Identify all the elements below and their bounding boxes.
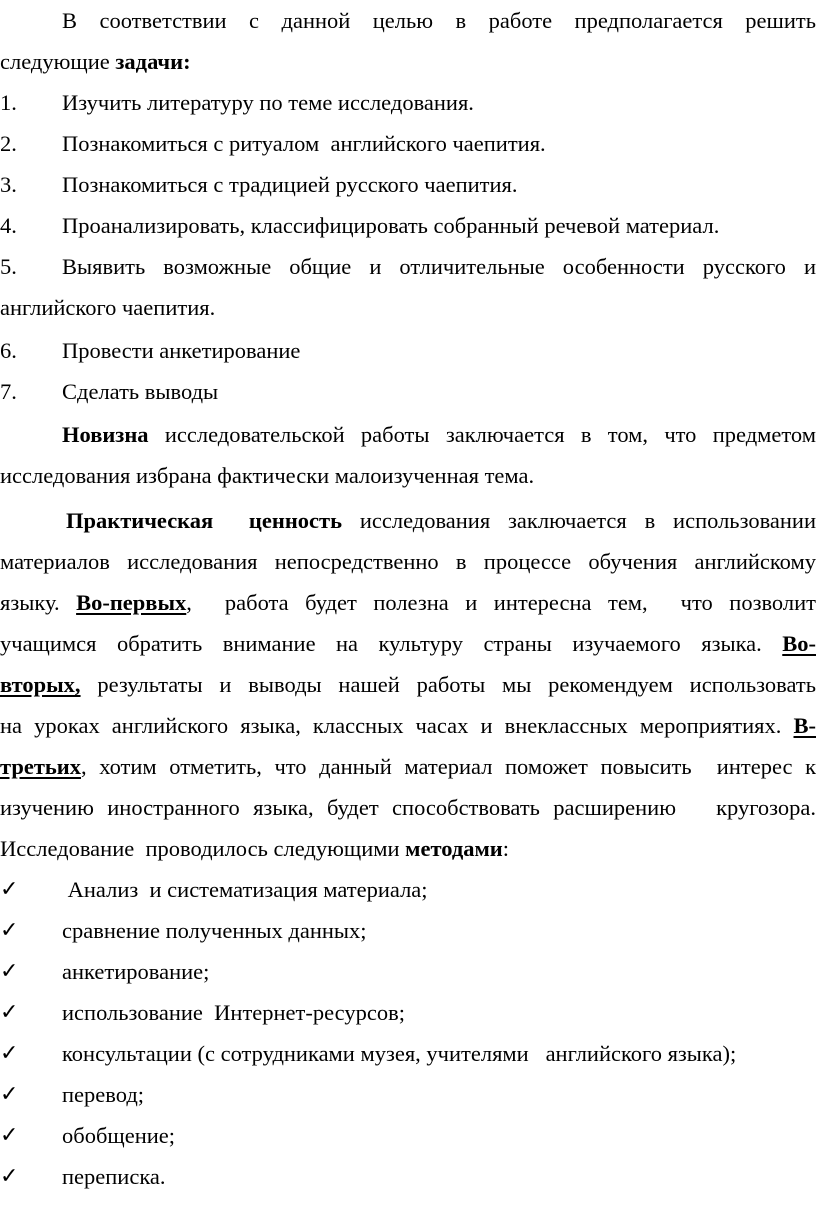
practical-text: результаты и выводы нашей работы мы рекомендуем использовать xyxy=(80,672,816,697)
task-number: 2. xyxy=(0,131,17,156)
novelty-text: исследовательской работы заключается в том, что предметом xyxy=(148,422,816,447)
intro-line-2 xyxy=(0,41,816,82)
practical-line-6 xyxy=(0,705,816,746)
practical-text: языку. xyxy=(0,590,77,615)
method-item xyxy=(0,1033,816,1074)
task-text: Выявить возможные общие и отличительные особенности русского и xyxy=(62,254,816,279)
first-point-label: Во-первых xyxy=(76,590,187,615)
task-text: Проанализировать, классифицировать собранный речевой материал. xyxy=(62,213,720,238)
checkmark-icon: ✓ xyxy=(0,918,19,943)
method-item xyxy=(0,869,816,910)
third-point-label-start: В- xyxy=(793,713,816,738)
method-item xyxy=(0,1115,816,1156)
task-text-continued: английского чаепития. xyxy=(0,295,216,320)
practical-heading: Практическая ценность xyxy=(66,508,342,533)
intro-text-prefix: следующие xyxy=(0,49,116,74)
practical-text: , хотим отметить, что данный материал поможет повысить интерес к xyxy=(81,754,816,779)
practical-line-4 xyxy=(0,623,816,664)
methods-heading: методами xyxy=(405,836,503,861)
checkmark-icon: ✓ xyxy=(0,959,19,984)
task-text: Познакомиться с традицией русского чаепития. xyxy=(62,172,518,197)
methods-intro xyxy=(0,828,816,869)
second-point-label-end: вторых, xyxy=(0,672,81,697)
method-text: переписка. xyxy=(62,1164,166,1189)
task-item-continuation xyxy=(0,287,816,328)
checkmark-icon: ✓ xyxy=(0,1164,19,1189)
novelty-text: исследования избрана фактически малоизученная тема. xyxy=(0,463,535,488)
checkmark-icon: ✓ xyxy=(0,877,19,902)
practical-line-2 xyxy=(0,541,816,582)
methods-intro-colon: : xyxy=(502,836,510,861)
novelty-heading: Новизна xyxy=(62,422,149,447)
intro-text: В соответствии с данной целью в работе предполагается решить xyxy=(62,8,816,33)
tasks-heading: задачи: xyxy=(115,49,191,74)
task-text: Изучить литературу по теме исследования. xyxy=(62,90,474,115)
method-text: анкетирование; xyxy=(62,959,210,984)
third-point-label-end: третьих xyxy=(0,754,81,779)
practical-line-1 xyxy=(0,500,816,541)
checkmark-icon: ✓ xyxy=(0,1082,19,1107)
method-text: обобщение; xyxy=(62,1123,176,1148)
task-number: 3. xyxy=(0,172,17,197)
practical-text: на уроках английского языка, классных часах и внеклассных мероприятиях. xyxy=(0,713,794,738)
task-text: Сделать выводы xyxy=(62,379,219,404)
method-item xyxy=(0,951,816,992)
method-item xyxy=(0,1156,816,1197)
second-point-label-start: Во- xyxy=(782,631,816,656)
method-item xyxy=(0,1074,816,1115)
practical-text: исследования заключается в использовании xyxy=(341,508,816,533)
task-number: 1. xyxy=(0,90,17,115)
practical-text: , работа будет полезна и интересна тем, что позволит xyxy=(186,590,816,615)
method-text: использование Интернет-ресурсов; xyxy=(62,1000,405,1025)
practical-line-8 xyxy=(0,787,816,828)
task-item xyxy=(0,330,816,371)
checkmark-icon: ✓ xyxy=(0,1123,19,1148)
novelty-line-2 xyxy=(0,455,816,496)
novelty-line-1 xyxy=(0,414,816,455)
task-text: Познакомиться с ритуалом английского чаепития. xyxy=(62,131,546,156)
task-item xyxy=(0,123,816,164)
checkmark-icon: ✓ xyxy=(0,1041,19,1066)
task-item xyxy=(0,82,816,123)
practical-text: учащимся обратить внимание на культуру страны изучаемого языка. xyxy=(0,631,783,656)
method-item xyxy=(0,992,816,1033)
task-item xyxy=(0,371,816,412)
method-text: консультации (с сотрудниками музея, учителями английского языка); xyxy=(62,1041,737,1066)
intro-line-1 xyxy=(0,0,816,41)
method-text: перевод; xyxy=(62,1082,145,1107)
practical-line-7 xyxy=(0,746,816,787)
task-text: Провести анкетирование xyxy=(62,338,301,363)
methods-intro-text: Исследование проводилось следующими xyxy=(0,836,406,861)
method-text: сравнение полученных данных; xyxy=(62,918,367,943)
task-number: 6. xyxy=(0,338,17,363)
task-item xyxy=(0,246,816,287)
task-number: 7. xyxy=(0,379,17,404)
practical-text: материалов исследования непосредственно в процессе обучения английскому xyxy=(0,549,816,574)
task-item xyxy=(0,164,816,205)
method-text: Анализ и систематизация материала; xyxy=(62,877,428,902)
checkmark-icon: ✓ xyxy=(0,1000,19,1025)
practical-line-3 xyxy=(0,582,816,623)
practical-text: изучению иностранного языка, будет способствовать расширению кругозора. xyxy=(0,795,816,820)
task-number: 5. xyxy=(0,254,17,279)
practical-line-5 xyxy=(0,664,816,705)
task-item xyxy=(0,205,816,246)
method-item xyxy=(0,910,816,951)
task-number: 4. xyxy=(0,213,17,238)
